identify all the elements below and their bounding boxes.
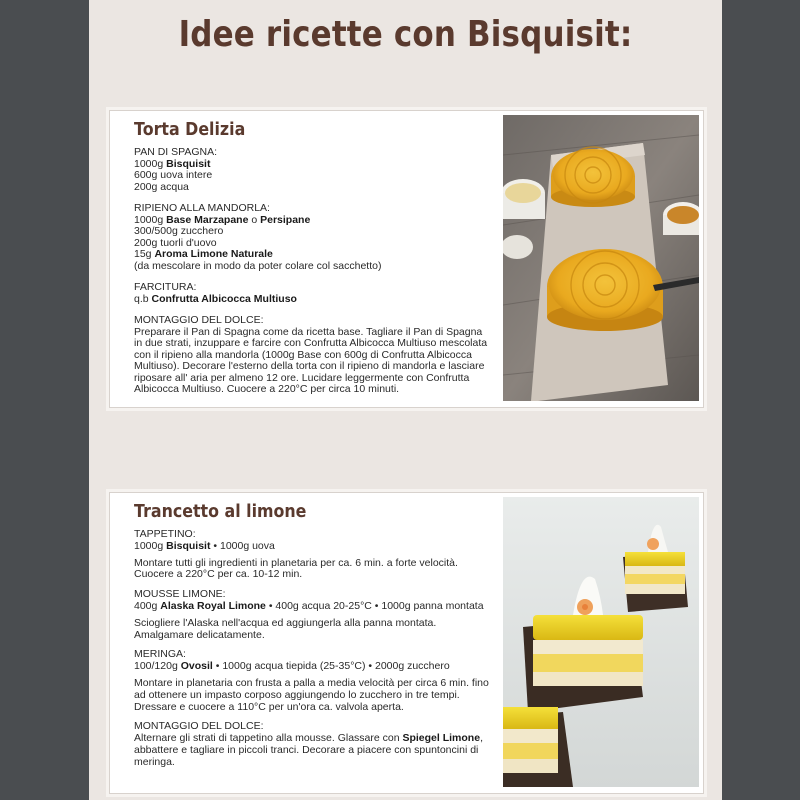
trancetto-al-limone-photo (503, 497, 699, 787)
text-segment: 600g uova intere (134, 169, 213, 181)
recipe-line (134, 558, 490, 582)
product-name: Base Marzapane (166, 213, 249, 226)
recipe-line (134, 541, 490, 553)
recipe-line (134, 618, 490, 642)
recipe-line (134, 261, 490, 273)
product-name: Spiegel Limone (402, 732, 481, 745)
text-segment: 1000g (134, 539, 167, 552)
text-segment: Sciogliere l'Alaska nell'acqua ed aggiungerla alla panna montata. Amalgamare delicatamente. (134, 616, 437, 641)
recipe-line (134, 182, 490, 194)
section-heading: TAPPETINO: (134, 528, 196, 540)
recipe-title: Torta Delizia (134, 119, 246, 140)
recipe-sections (134, 529, 490, 769)
text-segment: q.b (134, 292, 152, 305)
text-segment: • 1000g acqua tiepida (25-35°C) • 2000g zucchero (212, 660, 450, 673)
recipe-section (134, 721, 490, 768)
text-segment: Montare in planetaria con frusta a palla a media velocità per circa 6 min. fino ad ottenere un impasto corposo aggiungendo lo zucchero in tre tempi. Dressare e cuocere a 110°C per un'ora ca. valvola aperta. (134, 676, 489, 713)
text-segment: 15g (134, 248, 155, 260)
recipe-sections (134, 147, 490, 396)
recipe-section (134, 589, 490, 641)
section-heading: PAN DI SPAGNA: (134, 146, 218, 158)
product-name: Confrutta Albicocca Multiuso (151, 292, 297, 305)
product-name: Aroma Limone Naturale (154, 248, 273, 260)
recipe-section (134, 649, 490, 713)
text-segment: 300/500g zucchero (134, 225, 224, 237)
section-heading: MONTAGGIO DEL DOLCE: (134, 720, 264, 733)
text-segment: • 1000g uova (210, 539, 275, 552)
recipe-card-torta-delizia (109, 110, 704, 408)
page-title: Idee ricette con Bisquisit: (178, 14, 633, 55)
recipe-text (134, 119, 490, 406)
recipe-section (134, 147, 490, 193)
text-segment: 100/120g (134, 660, 181, 673)
text-segment: 200g acqua (134, 180, 189, 193)
recipe-line (134, 661, 490, 673)
recipe-card-trancetto-al-limone (109, 492, 704, 794)
text-segment: o (248, 213, 261, 226)
section-heading: MONTAGGIO DEL DOLCE: (134, 314, 264, 326)
section-heading: RIPIENO ALLA MANDORLA: (134, 202, 270, 214)
recipe-section (134, 315, 490, 396)
torta-delizia-photo (503, 115, 699, 401)
product-name: Bisquisit (166, 539, 211, 552)
section-heading: MOUSSE LIMONE: (134, 588, 226, 601)
recipe-section (134, 282, 490, 305)
text-segment: 1000g (134, 213, 167, 226)
text-segment: (da mescolare in modo da poter colare col sacchetto) (134, 259, 382, 272)
recipe-line (134, 294, 490, 306)
recipe-section (134, 203, 490, 272)
text-segment: Preparare il Pan di Spagna come da ricetta base. Tagliare il Pan di Spagna in due strati, inzuppare e farcire con Confrutta Albicocca Multiuso mescolata con il ripieno alla mandorla (1000g Base con 600g di Confrutta Albicocca Multiuso). Decorare l'esterno della torta con il ripieno di mandorla e lasciare riposare all' aria per almeno 12 ore. Lucidare leggermente con Confrutta Albicocca Multiuso. Cuocere a 220°C per circa 10 minuti. (134, 325, 488, 395)
text-segment: 400g (134, 599, 161, 612)
text-segment: Alternare gli strati di tappetino alla mousse. Glassare con (134, 732, 403, 745)
recipe-title: Trancetto al limone (134, 501, 307, 522)
recipe-line (134, 327, 490, 396)
recipe-line (134, 733, 490, 768)
recipe-line (134, 678, 490, 713)
section-heading: FARCITURA: (134, 281, 197, 293)
product-name: Persipane (260, 213, 311, 226)
product-name: Alaska Royal Limone (160, 599, 266, 612)
recipe-section (134, 529, 490, 581)
text-segment: 200g tuorli d'uovo (134, 236, 217, 249)
text-segment: • 400g acqua 20-25°C • 1000g panna montata (265, 599, 484, 612)
recipe-text (134, 501, 490, 777)
product-name: Bisquisit (166, 157, 211, 170)
text-segment: 1000g (134, 157, 167, 170)
product-name: Ovosil (180, 660, 213, 673)
section-heading: MERINGA: (134, 648, 186, 661)
recipe-line (134, 601, 490, 613)
text-segment: , abbattere e tagliare in piccoli tranci. Decorare a piacere con spuntoncini di meringa. (134, 732, 483, 768)
text-segment: Montare tutti gli ingredienti in planetaria per ca. 6 min. a forte velocità. Cuocere a 220°C per ca. 10-12 min. (134, 556, 458, 581)
page (89, 0, 722, 800)
